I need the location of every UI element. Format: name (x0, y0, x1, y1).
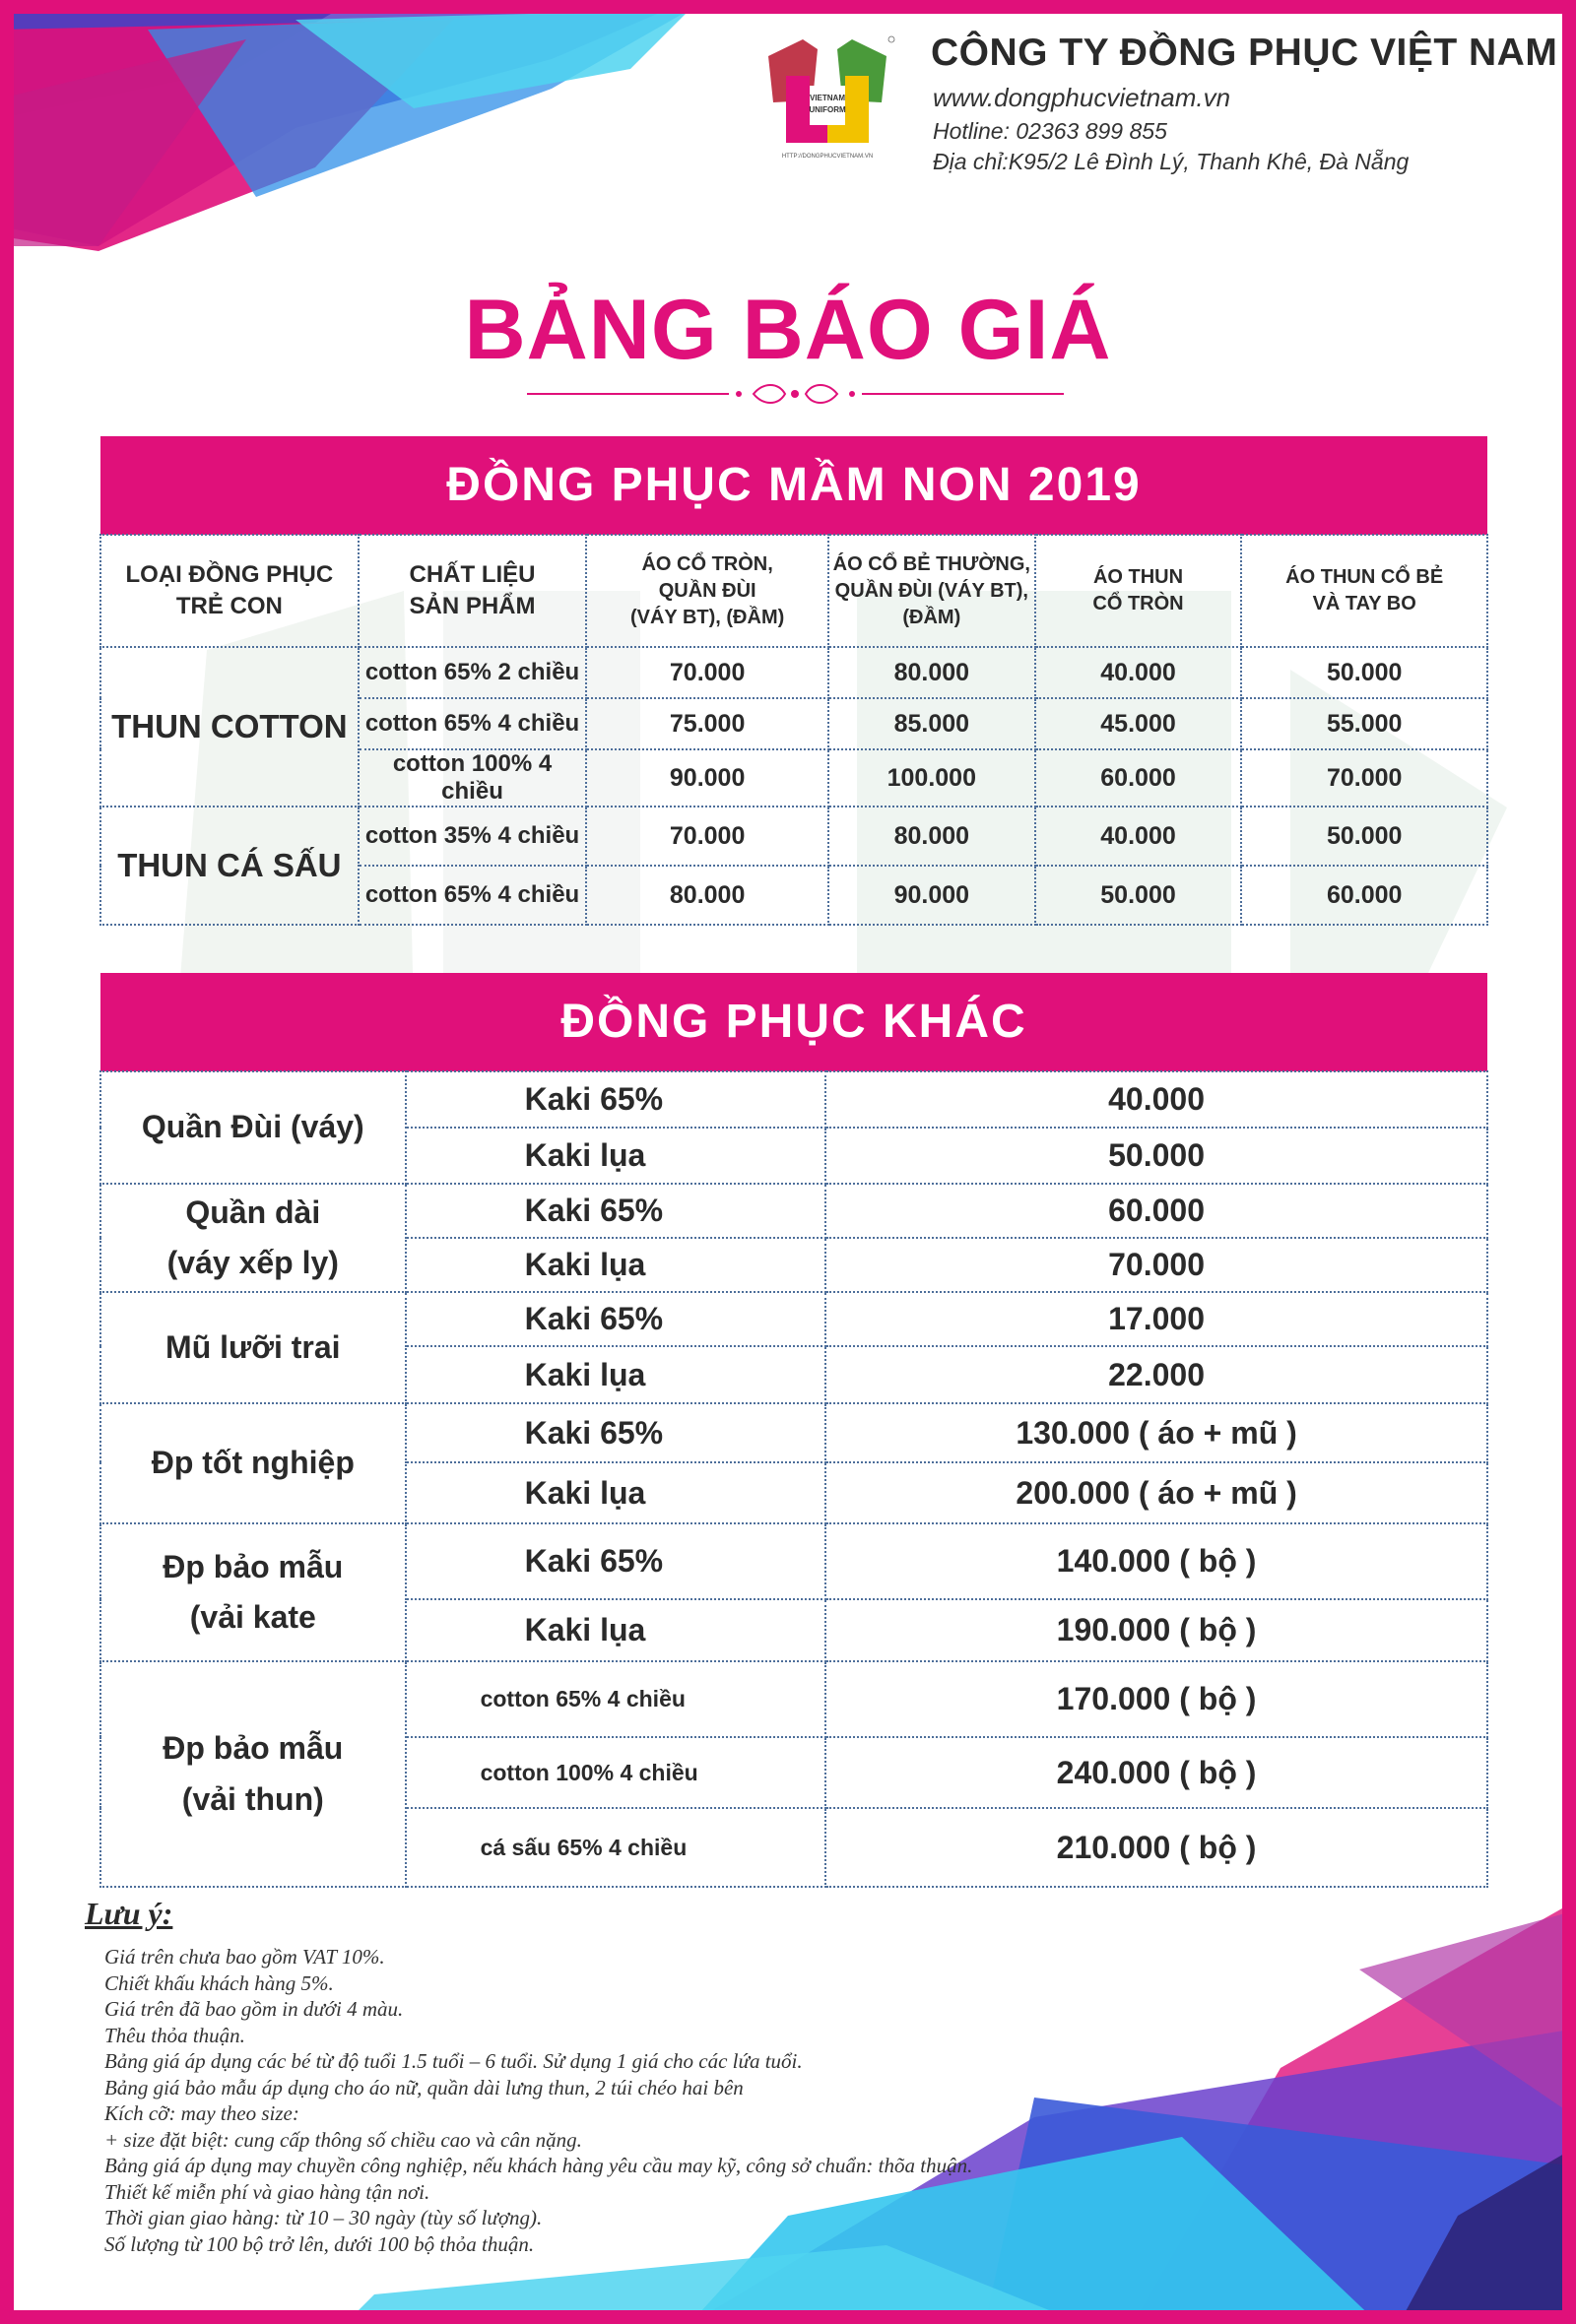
price-cell: 70.000 (586, 807, 828, 866)
column-header-line: (VÁY BT), (ĐẦM) (629, 606, 785, 628)
category-line: Đp bảo mẫu (163, 1548, 344, 1584)
column-header-line: CHẤT LIỆU (409, 560, 536, 588)
material-cell: cotton 65% 4 chiều (406, 1661, 826, 1737)
company-logo (758, 32, 896, 164)
price-cell: 60.000 (1241, 866, 1487, 925)
other-banner-row (100, 973, 1487, 1071)
material-cell: Kaki lụa (406, 1238, 826, 1292)
material-cell: Kaki 65% (406, 1071, 826, 1128)
price-cell: 170.000 ( bộ ) (825, 1661, 1487, 1737)
price-cell: 45.000 (1035, 698, 1242, 749)
column-header-1 (359, 535, 587, 647)
price-cell: 80.000 (828, 807, 1035, 866)
category-cell (100, 1523, 406, 1661)
category-line: (vải kate (189, 1599, 316, 1635)
category-cell (100, 1403, 406, 1523)
kindergarten-banner: ĐỒNG PHỤC MẦM NON 2019 (446, 459, 1142, 511)
column-header-line: CỔ TRÒN (1092, 593, 1184, 614)
company-header (758, 32, 1558, 189)
column-header-line: (ĐẦM) (902, 606, 961, 628)
price-cell: 55.000 (1241, 698, 1487, 749)
category-cell: THUN CÁ SẤU (100, 807, 359, 925)
table-row (100, 1403, 1487, 1462)
note-item: Giá trên đã bao gồm in dưới 4 màu. (104, 1997, 404, 2021)
price-cell: 210.000 ( bộ ) (825, 1808, 1487, 1887)
other-uniform-price-table (99, 973, 1488, 1888)
price-cell: 50.000 (1241, 807, 1487, 866)
logo-text-vietnam: VIETNAM (810, 94, 845, 102)
column-header-2 (586, 535, 828, 647)
page-title: BẢNG BÁO GIÁ (464, 283, 1112, 377)
table-row (100, 1184, 1487, 1238)
price-cell: 40.000 (825, 1071, 1487, 1128)
column-header-line: VÀ TAY BO (1312, 593, 1416, 614)
table-row (100, 1523, 1487, 1599)
table-row (100, 647, 1487, 698)
price-cell: 90.000 (828, 866, 1035, 925)
company-hotline: Hotline: 02363 899 855 (933, 118, 1167, 144)
material-cell: Kaki 65% (406, 1184, 826, 1238)
material-cell: cá sấu 65% 4 chiều (406, 1808, 826, 1887)
note-item: Chiết khấu khách hàng 5%. (104, 1970, 334, 1995)
category-line: (váy xếp ly) (166, 1245, 339, 1280)
material-cell: cotton 35% 4 chiều (359, 807, 587, 866)
price-cell: 140.000 ( bộ ) (825, 1523, 1487, 1599)
category-cell (100, 1184, 406, 1292)
price-cell: 240.000 ( bộ ) (825, 1737, 1487, 1808)
category-line: Quần dài (185, 1194, 321, 1230)
category-cell (100, 1661, 406, 1887)
material-cell: cotton 100% 4 chiều (359, 749, 587, 807)
category-line: Quần Đùi (váy) (141, 1109, 364, 1145)
price-cell: 70.000 (586, 647, 828, 698)
price-cell: 80.000 (586, 866, 828, 925)
price-cell: 50.000 (1035, 866, 1242, 925)
column-header-line: ÁO THUN CỔ BẺ (1285, 566, 1444, 588)
material-cell: Kaki lụa (406, 1346, 826, 1403)
price-cell: 40.000 (1035, 647, 1242, 698)
note-item: Bảng giá áp dụng may chuyền công nghiệp, nếu khách hàng yêu cầu may kỹ, công sở chuẩn: thõa thuận. (104, 2154, 973, 2177)
column-header-line: ÁO CỔ TRÒN, (641, 552, 773, 575)
company-address: Địa chỉ:K95/2 Lê Đình Lý, Thanh Khê, Đà Nẵng (933, 149, 1410, 174)
material-cell: cotton 65% 2 chiều (359, 647, 587, 698)
price-cell: 17.000 (825, 1292, 1487, 1346)
column-header-line: LOẠI ĐỒNG PHỤC (125, 560, 334, 588)
material-cell: cotton 65% 4 chiều (359, 866, 587, 925)
note-item: Thêu thỏa thuận. (104, 2023, 245, 2047)
price-cell: 70.000 (1241, 749, 1487, 807)
column-header-0 (100, 535, 359, 647)
column-header-4 (1035, 535, 1242, 647)
logo-text-url: HTTP://DONGPHUCVIETNAM.VN (781, 154, 874, 160)
material-cell: Kaki lụa (406, 1599, 826, 1661)
note-item: Thiết kế miễn phí và giao hàng tận nơi. (104, 2179, 430, 2204)
column-header-line: QUẦN ĐÙI (658, 579, 756, 602)
note-item: Giá trên chưa bao gồm VAT 10%. (104, 1945, 385, 1969)
notes-title: Lưu ý: (85, 1896, 173, 1931)
price-cell: 130.000 ( áo + mũ ) (825, 1403, 1487, 1462)
column-header-line: QUẦN ĐÙI (VÁY BT), (834, 579, 1028, 602)
price-cell: 50.000 (825, 1128, 1487, 1184)
title-ornament (527, 382, 1064, 406)
price-cell: 190.000 ( bộ ) (825, 1599, 1487, 1661)
note-item: Số lượng từ 100 bộ trở lên, dưới 100 bộ thỏa thuận. (104, 2231, 535, 2256)
category-cell (100, 1071, 406, 1184)
category-line: Đp bảo mẫu (163, 1730, 344, 1767)
table-row (100, 1071, 1487, 1128)
price-cell: 60.000 (825, 1184, 1487, 1238)
column-header-line: TRẺ CON (175, 593, 283, 619)
note-item: Bảng giá bảo mẫu áp dụng cho áo nữ, quần dài lưng thun, 2 túi chéo hai bên (104, 2075, 744, 2099)
kindergarten-price-table (99, 436, 1488, 926)
column-header-line: SẢN PHẨM (409, 593, 536, 619)
column-header-3 (828, 535, 1035, 647)
material-cell: cotton 65% 4 chiều (359, 698, 587, 749)
table-row (100, 807, 1487, 866)
price-cell: 90.000 (586, 749, 828, 807)
price-cell: 100.000 (828, 749, 1035, 807)
note-item: + size đặt biệt: cung cấp thông số chiều cao và cân nặng. (104, 2127, 582, 2152)
table-row (100, 1661, 1487, 1737)
notes-list (85, 1944, 1365, 2257)
category-cell: THUN COTTON (100, 647, 359, 807)
material-cell: Kaki 65% (406, 1523, 826, 1599)
company-name: CÔNG TY ĐỒNG PHỤC VIỆT NAM (931, 32, 1558, 74)
note-item: Kích cỡ: may theo size: (104, 2101, 299, 2125)
price-cell: 75.000 (586, 698, 828, 749)
category-line: Đp tốt nghiệp (151, 1445, 355, 1481)
logo-text-uniform: UNIFORM (809, 105, 846, 114)
price-cell: 80.000 (828, 647, 1035, 698)
column-header-line: ÁO THUN (1092, 566, 1184, 588)
material-cell: Kaki lụa (406, 1462, 826, 1523)
category-cell (100, 1292, 406, 1403)
price-cell: 200.000 ( áo + mũ ) (825, 1462, 1487, 1523)
price-cell: 85.000 (828, 698, 1035, 749)
other-banner: ĐỒNG PHỤC KHÁC (560, 996, 1027, 1048)
price-cell: 22.000 (825, 1346, 1487, 1403)
price-cell: 70.000 (825, 1238, 1487, 1292)
price-cell: 40.000 (1035, 807, 1242, 866)
notes-section (85, 1896, 1365, 2257)
material-cell: cotton 100% 4 chiều (406, 1737, 826, 1808)
note-item: Thời gian giao hàng: từ 10 – 30 ngày (tùy số lượng). (104, 2206, 543, 2229)
category-line: (vải thun) (181, 1780, 324, 1817)
company-website[interactable]: www.dongphucvietnam.vn (933, 83, 1231, 112)
material-cell: Kaki 65% (406, 1292, 826, 1346)
kindergarten-banner-row (100, 436, 1487, 535)
kindergarten-header-row (100, 535, 1487, 647)
note-item: Bảng giá áp dụng các bé từ độ tuổi 1.5 tuổi – 6 tuổi. Sử dụng 1 giá cho các lứa tuổi. (104, 2049, 803, 2073)
category-line: Mũ lưỡi trai (165, 1328, 341, 1365)
column-header-line: ÁO CỔ BẺ THƯỜNG, (832, 552, 1030, 575)
price-cell: 60.000 (1035, 749, 1242, 807)
column-header-5 (1241, 535, 1487, 647)
material-cell: Kaki 65% (406, 1403, 826, 1462)
table-row (100, 1292, 1487, 1346)
material-cell: Kaki lụa (406, 1128, 826, 1184)
price-cell: 50.000 (1241, 647, 1487, 698)
